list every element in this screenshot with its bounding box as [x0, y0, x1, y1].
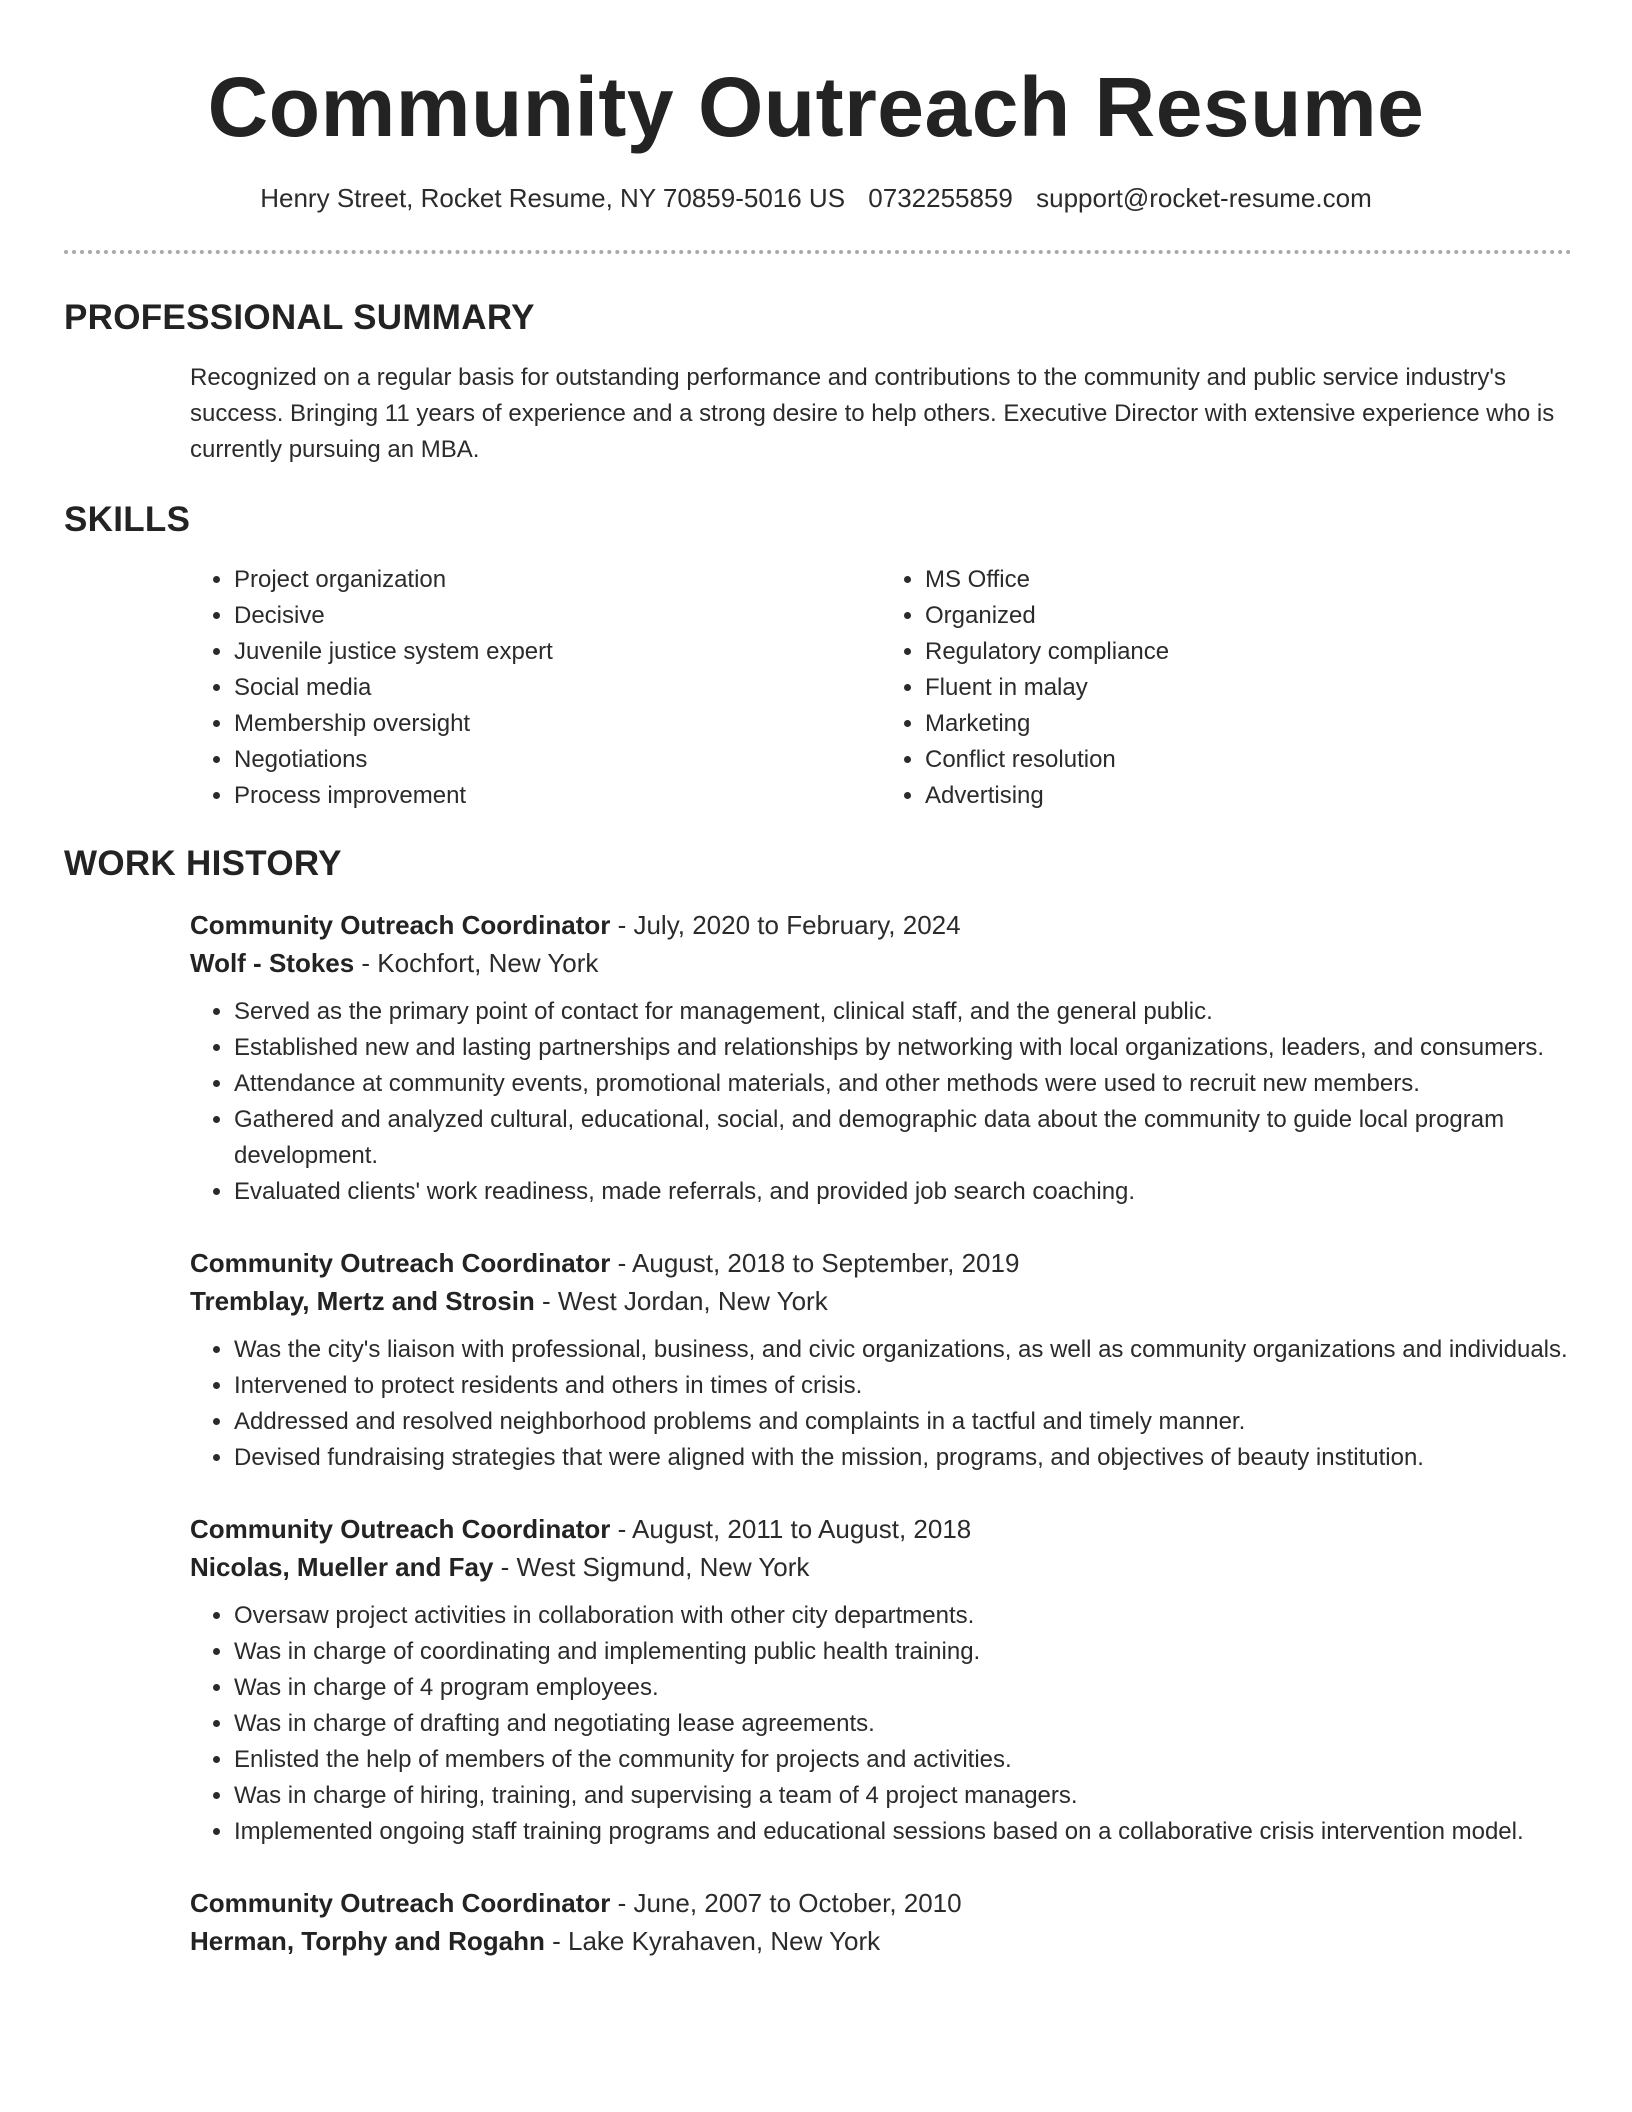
- summary-heading: PROFESSIONAL SUMMARY: [64, 298, 535, 337]
- job-dates: - August, 2018 to September, 2019: [610, 1248, 1020, 1278]
- skill-item: • Membership oversight: [234, 706, 881, 742]
- skills-heading: SKILLS: [64, 500, 191, 539]
- job-bullet: • Oversaw project activities in collaboration with other city departments.: [234, 1598, 1572, 1634]
- job-role: Community Outreach Coordinator: [190, 1514, 611, 1544]
- job-company: Nicolas, Mueller and Fay: [190, 1552, 494, 1582]
- job-company: Tremblay, Mertz and Strosin: [190, 1286, 535, 1316]
- skill-item: • Organized: [925, 598, 1572, 634]
- skill-item: • Conflict resolution: [925, 742, 1572, 778]
- skills-section: [64, 498, 1572, 814]
- job-company-line: [190, 1548, 1572, 1586]
- skills-list-right: [881, 562, 1572, 814]
- skill-item: • Decisive: [234, 598, 881, 634]
- job-role: Community Outreach Coordinator: [190, 910, 611, 940]
- skill-item: • Regulatory compliance: [925, 634, 1572, 670]
- job-bullet: • Evaluated clients' work readiness, made referrals, and provided job search coaching.: [234, 1174, 1572, 1210]
- contact-address: Henry Street, Rocket Resume, NY 70859-5016 US: [260, 183, 846, 213]
- job-dates: - June, 2007 to October, 2010: [610, 1888, 962, 1918]
- job-company-line: [190, 1282, 1572, 1320]
- job-location: - West Sigmund, New York: [493, 1552, 810, 1582]
- job-bullet: • Attendance at community events, promotional materials, and other methods were used to recruit new members.: [234, 1066, 1572, 1102]
- job-entry: [190, 906, 1572, 1210]
- job-bullet: • Enlisted the help of members of the community for projects and activities.: [234, 1742, 1572, 1778]
- job-bullet: • Established new and lasting partnerships and relationships by networking with local organizations, leaders, and consumers.: [234, 1030, 1572, 1066]
- job-bullet: • Was in charge of drafting and negotiating lease agreements.: [234, 1706, 1572, 1742]
- job-bullet-list: [190, 1598, 1572, 1850]
- job-bullet-list: [190, 1332, 1572, 1476]
- job-bullet: • Was in charge of coordinating and implementing public health training.: [234, 1634, 1572, 1670]
- skill-item: • Negotiations: [234, 742, 881, 778]
- job-company: Wolf - Stokes: [190, 948, 355, 978]
- job-entry: [190, 1884, 1572, 1960]
- job-bullet: • Devised fundraising strategies that were aligned with the mission, programs, and objectives of beauty institution.: [234, 1440, 1572, 1476]
- job-title-line: [190, 1884, 1572, 1922]
- contact-email: support@rocket-resume.com: [1036, 183, 1372, 213]
- job-role: Community Outreach Coordinator: [190, 1248, 611, 1278]
- skill-item: • Project organization: [234, 562, 881, 598]
- job-bullet: • Intervened to protect residents and others in times of crisis.: [234, 1368, 1572, 1404]
- work-heading: WORK HISTORY: [64, 844, 342, 883]
- job-location: - Lake Kyrahaven, New York: [544, 1926, 881, 1956]
- skill-item: • Social media: [234, 670, 881, 706]
- job-location: - Kochfort, New York: [354, 948, 599, 978]
- job-company-line: [190, 944, 1572, 982]
- summary-text: Recognized on a regular basis for outstanding performance and contributions to the community and public service industry's success. Bringing 11 years of experience and a strong desire to help others. Executive Director with extensive experience who is currently pursuing an MBA.: [190, 364, 1555, 463]
- summary-section: [64, 296, 1572, 468]
- job-company-line: [190, 1922, 1572, 1960]
- skill-item: • Process improvement: [234, 778, 881, 814]
- skill-item: • Fluent in malay: [925, 670, 1572, 706]
- job-bullet: • Served as the primary point of contact for management, clinical staff, and the general public.: [234, 994, 1572, 1030]
- page-title: Community Outreach Resume: [207, 60, 1425, 154]
- job-bullet: • Was in charge of hiring, training, and supervising a team of 4 project managers.: [234, 1778, 1572, 1814]
- job-entry: [190, 1510, 1572, 1850]
- job-title-line: [190, 1244, 1572, 1282]
- work-section: [64, 842, 1572, 1960]
- job-dates: - August, 2011 to August, 2018: [610, 1514, 972, 1544]
- job-title-line: [190, 906, 1572, 944]
- job-location: - West Jordan, New York: [534, 1286, 828, 1316]
- skills-list-left: [190, 562, 881, 814]
- job-entry: [190, 1244, 1572, 1476]
- job-company: Herman, Torphy and Rogahn: [190, 1926, 545, 1956]
- job-bullet-list: [190, 994, 1572, 1210]
- skill-item: • Marketing: [925, 706, 1572, 742]
- job-bullet: • Was in charge of 4 program employees.: [234, 1670, 1572, 1706]
- skill-item: • Advertising: [925, 778, 1572, 814]
- job-dates: - July, 2020 to February, 2024: [610, 910, 961, 940]
- contact-phone: 0732255859: [868, 183, 1013, 213]
- skill-item: • Juvenile justice system expert: [234, 634, 881, 670]
- job-title-line: [190, 1510, 1572, 1548]
- contact-line: [0, 180, 1632, 216]
- job-bullet: • Gathered and analyzed cultural, educational, social, and demographic data about the community to guide local program development.: [234, 1102, 1572, 1174]
- job-bullet: • Addressed and resolved neighborhood problems and complaints in a tactful and timely manner.: [234, 1404, 1572, 1440]
- header-divider: [64, 250, 1572, 254]
- job-bullet: • Implemented ongoing staff training programs and educational sessions based on a collaborative crisis intervention model.: [234, 1814, 1572, 1850]
- skill-item: • MS Office: [925, 562, 1572, 598]
- job-role: Community Outreach Coordinator: [190, 1888, 611, 1918]
- skills-grid: [190, 562, 1572, 814]
- job-bullet: • Was the city's liaison with professional, business, and civic organizations, as well as community organizations and individuals.: [234, 1332, 1572, 1368]
